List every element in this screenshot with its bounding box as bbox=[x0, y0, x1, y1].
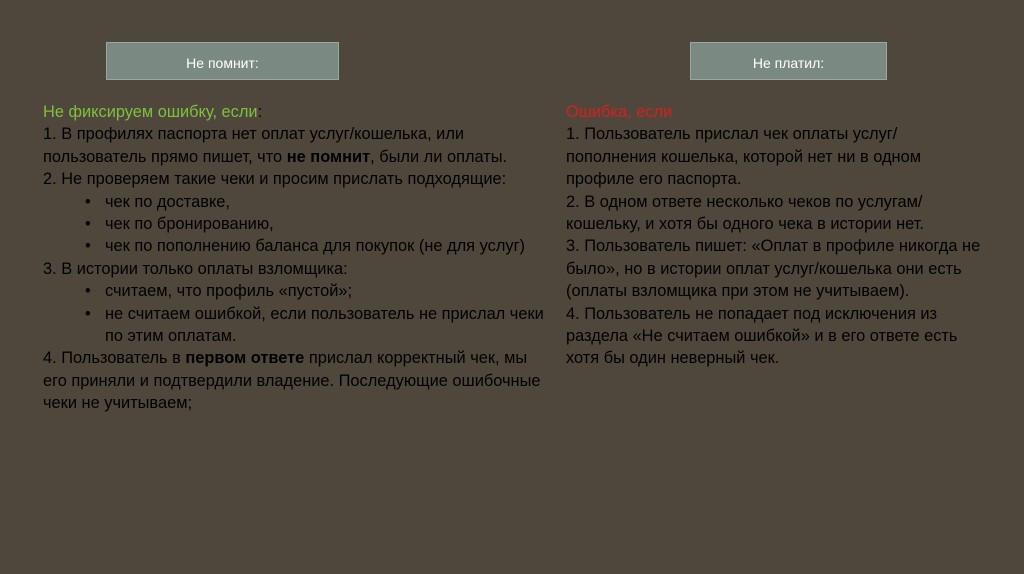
right-column bbox=[566, 101, 986, 370]
left-heading-text: Не фиксируем ошибку, если bbox=[43, 103, 258, 121]
right-item-4: 4. Пользователь не попадает под исключения из раздела «Не считаем ошибкой» и в его ответе есть хотя бы один неверный чек. bbox=[566, 304, 958, 368]
bullet-item: • не считаем ошибкой, если пользователь не прислал чеки по этим оплатам. bbox=[43, 303, 553, 348]
bullet-item: • чек по пополнению баланса для покупок (не для услуг) bbox=[43, 235, 553, 257]
bullet-item: • чек по бронированию, bbox=[43, 213, 553, 235]
left-item-1 bbox=[43, 123, 553, 168]
right-item-3: 3. Пользователь пишет: «Оплат в профиле никогда не было», но в истории оплат услуг/кошелька они есть (оплаты взломщика при этом не учитываем). bbox=[566, 237, 981, 301]
left-item-1-bold: не помнит bbox=[286, 147, 371, 166]
left-item-4-text-a: 4. Пользователь в bbox=[43, 349, 186, 368]
left-item-1-text-a: 1. В профилях паспорта нет оплат услуг/кошелька, или пользователь прямо пишет, что bbox=[43, 125, 465, 166]
left-item-1-text-b: , были ли оплаты. bbox=[370, 147, 508, 166]
left-item-3: 3. В истории только оплаты взломщика: bbox=[43, 259, 348, 278]
left-item-4-bold: первом ответе bbox=[185, 349, 305, 368]
left-item-4-text-b: прислал корректный чек, мы его приняли и подтвердили владение. Последующие ошибочные чеки не учитываем; bbox=[43, 349, 541, 413]
right-heading: Ошибка, если bbox=[566, 103, 673, 121]
bullet-item: • считаем, что профиль «пустой»; bbox=[43, 280, 553, 302]
left-item-3-bullets bbox=[43, 280, 553, 347]
right-item-1: 1. Пользователь прислал чек оплаты услуг/пополнения кошелька, которой нет ни в одном профиле его паспорта. bbox=[566, 125, 921, 189]
left-heading-colon: : bbox=[257, 103, 263, 121]
bullet-item: • чек по доставке, bbox=[43, 191, 553, 213]
tag-label: Не помнит: bbox=[186, 55, 259, 71]
left-column bbox=[43, 101, 553, 415]
left-item-2-bullets bbox=[43, 191, 553, 258]
right-item-2: 2. В одном ответе несколько чеков по услугам/кошельку, и хотя бы одного чека в истории нет. bbox=[566, 192, 924, 234]
left-heading bbox=[43, 101, 553, 123]
left-item-4 bbox=[43, 347, 553, 414]
left-item-2: 2. Не проверяем такие чеки и просим прислать подходящие: bbox=[43, 170, 507, 189]
tag-not-remember bbox=[106, 42, 339, 80]
tag-not-paid bbox=[690, 42, 887, 80]
tag-label: Не платил: bbox=[752, 55, 825, 71]
